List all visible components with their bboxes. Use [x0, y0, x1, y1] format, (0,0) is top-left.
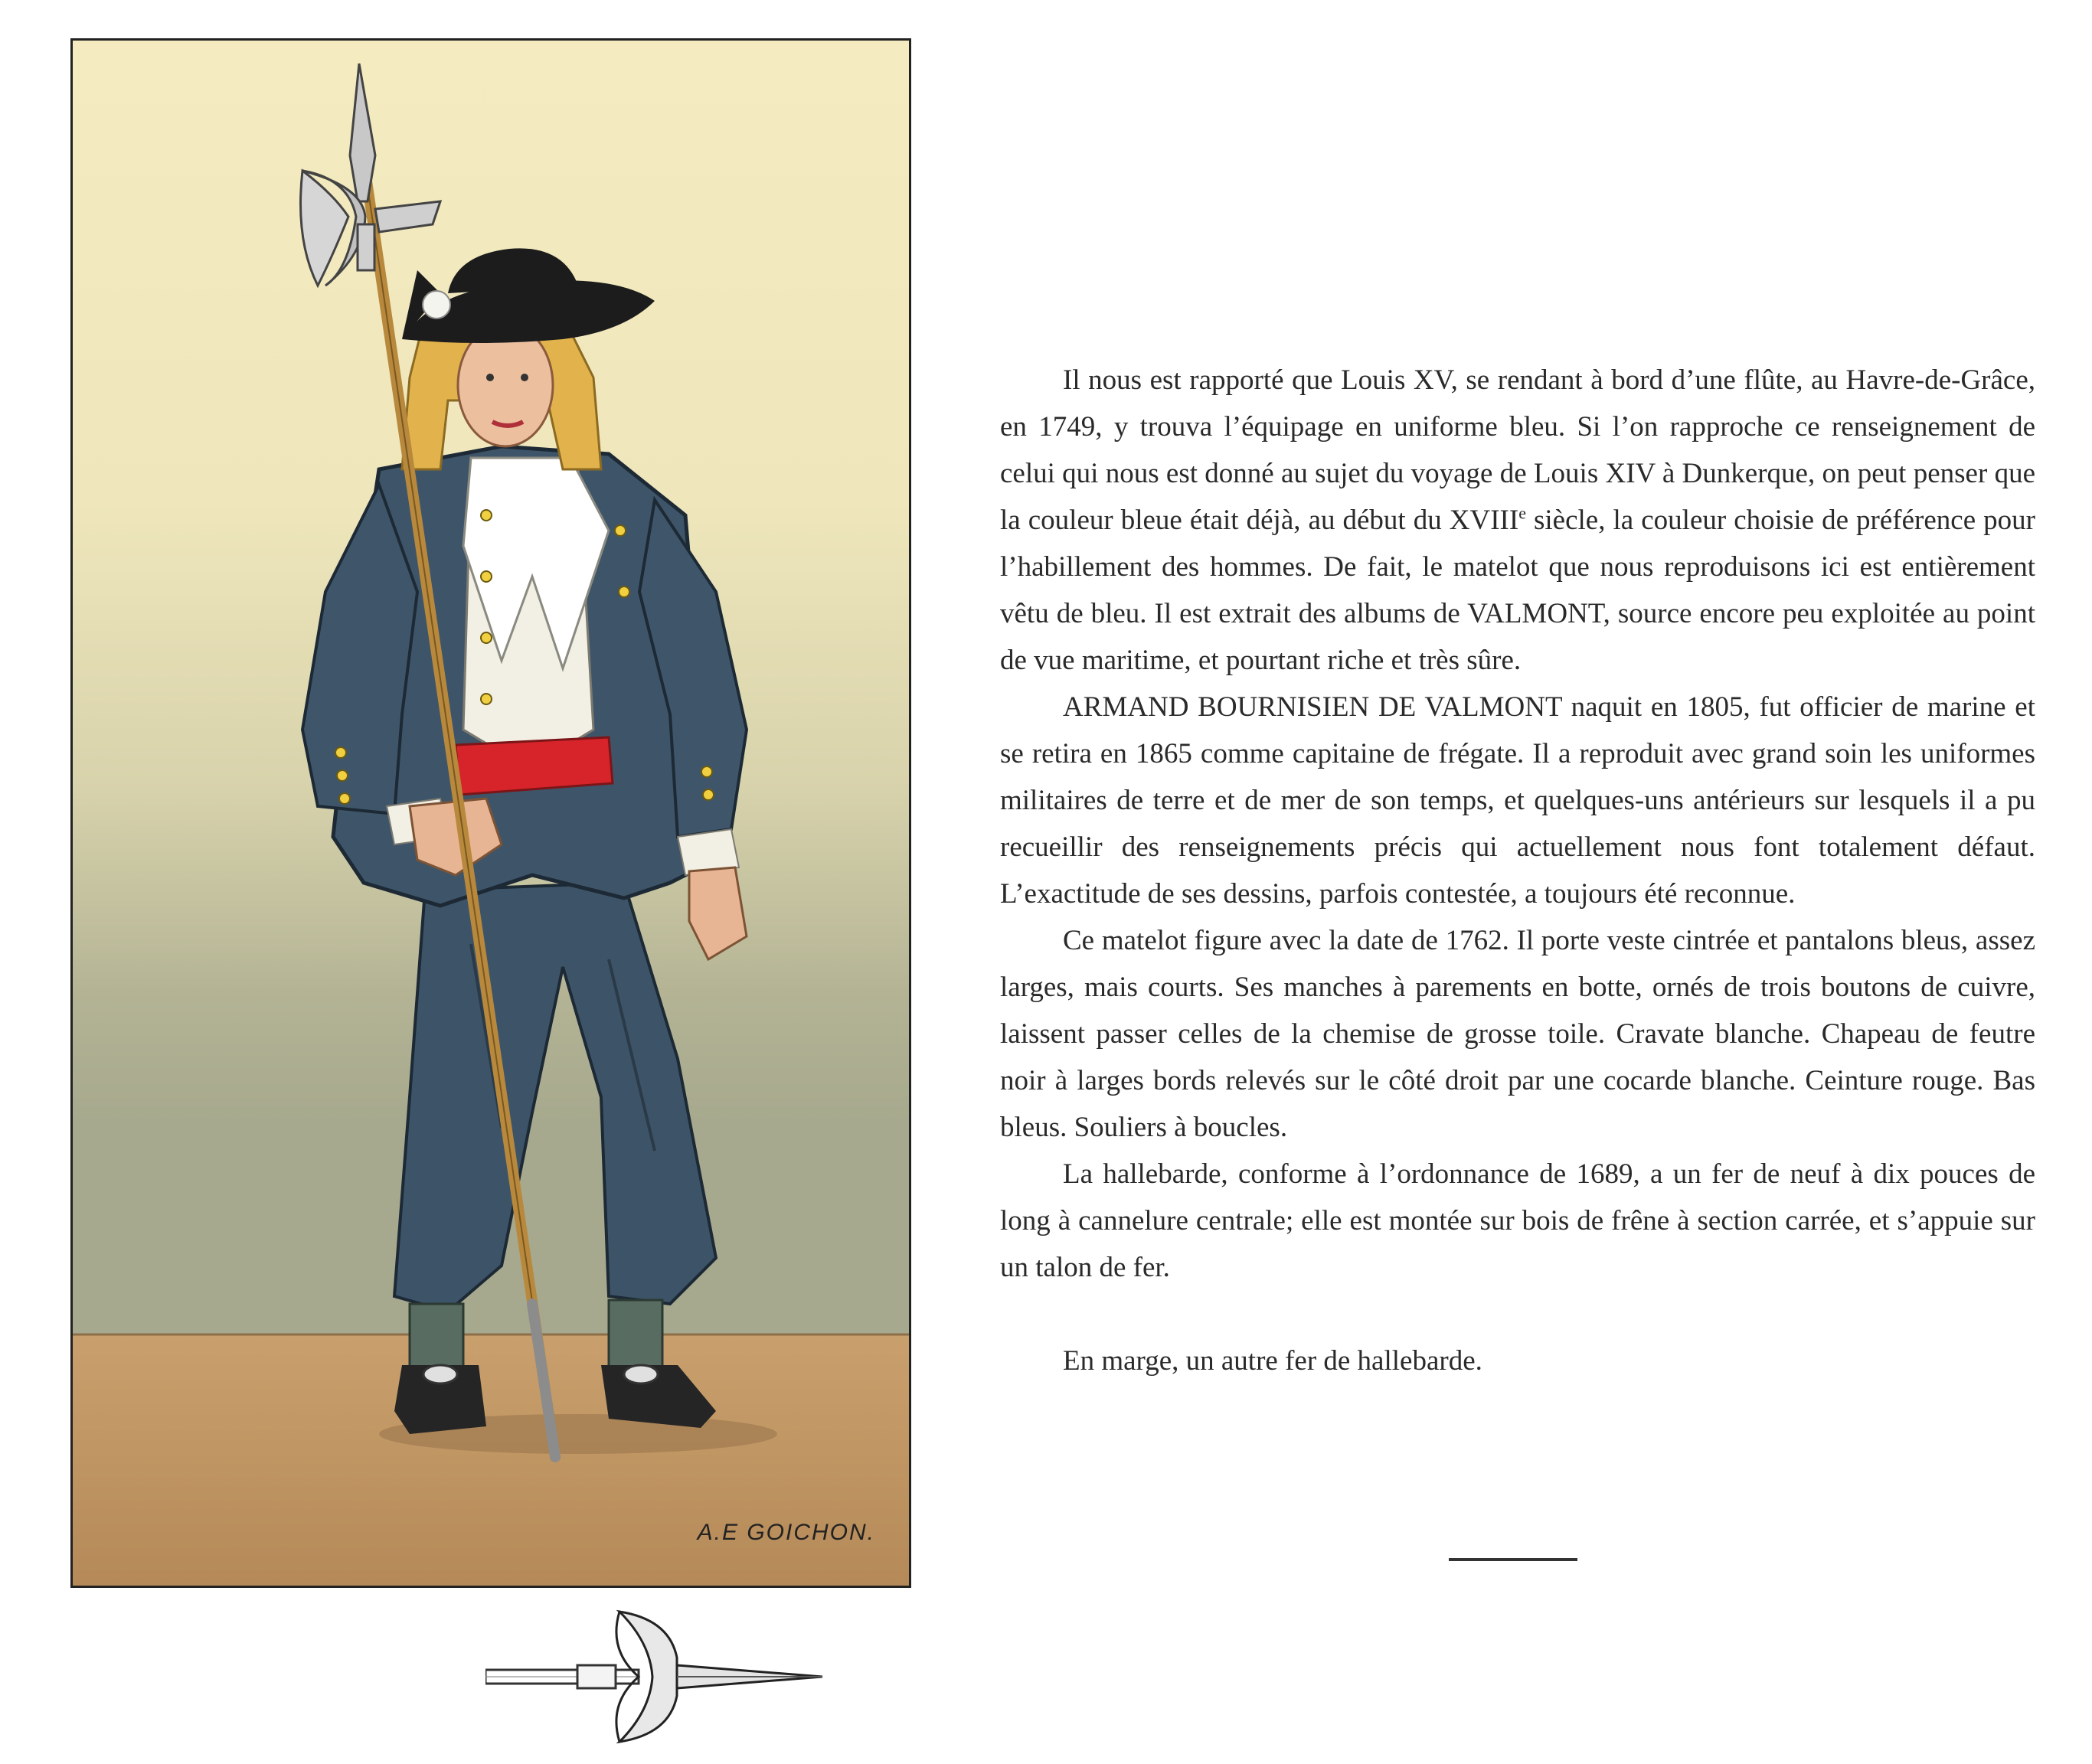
- hat: [402, 248, 655, 343]
- paragraph-3: Ce matelot figure avec la date de 1762. Il porte veste cintrée et pantalons bleus, assez larges, mais courts. Ses manches à parements en botte, ornés de trois boutons de cuivre, laissent passer celles de la chemise de grosse toile. Cravate blanche. Chapeau de feutre noir à larges bords relevés sur le côté droit par une cocarde blanche. Ceinture rouge. Bas bleus. Souliers à boucles.: [1000, 925, 2035, 1143]
- end-rule: [1449, 1558, 1577, 1561]
- artist-signature: A.E GOICHON.: [697, 1520, 875, 1545]
- sailor-illustration: [73, 41, 909, 1586]
- halberd-head-icon: [485, 1604, 845, 1749]
- illustration-plate: [70, 38, 911, 1588]
- floor: [73, 1334, 909, 1586]
- trousers: [394, 883, 716, 1312]
- white-cockade: [423, 291, 450, 318]
- paragraph-4: La hallebarde, conforme à l’ordonnance de 1689, a un fer de neuf à dix pouces de long à cannelure centrale; elle est montée sur bois de frêne à section carrée, et s’appuie sur un talon de fer.: [1000, 1158, 2035, 1283]
- paragraph-1: Il nous est rapporté que Louis XV, se rendant à bord d’une flûte, au Havre-de-Grâce, en 1749, y trouva l’équipage en uniforme bleu. Si l’on rapproche ce renseignement de celui qui nous est donné au sujet du voyage de Louis XIV à Dunkerque, on peut penser que la couleur bleue était déjà, au début du XVIIIe siècle, la couleur choisie de préférence pour l’habillement des hommes. De fait, le matelot que nous reproduisons ici est entièrement vêtu de bleu. Il est extrait des albums de VALMONT, source encore peu exploitée au point de vue maritime, et pourtant riche et très sûre.: [1000, 364, 2035, 676]
- margin-note: En marge, un autre fer de hallebarde.: [1063, 1345, 1482, 1377]
- text-column: [1000, 357, 2035, 1384]
- paragraph-2: ARMAND BOURNISIEN DE VALMONT naquit en 1805, fut officier de marine et se retira en 1865 comme capitaine de frégate. Il a reproduit avec grand soin les uniformes militaires de terre et de mer de son temps, et quelques-uns antérieurs sur lesquels il a pu recueillir des renseignements précis qui actuellement nous font totalement défaut. L’exactitude de ses dessins, parfois contestée, a toujours été reconnue.: [1000, 691, 2035, 910]
- red-sash: [456, 737, 613, 795]
